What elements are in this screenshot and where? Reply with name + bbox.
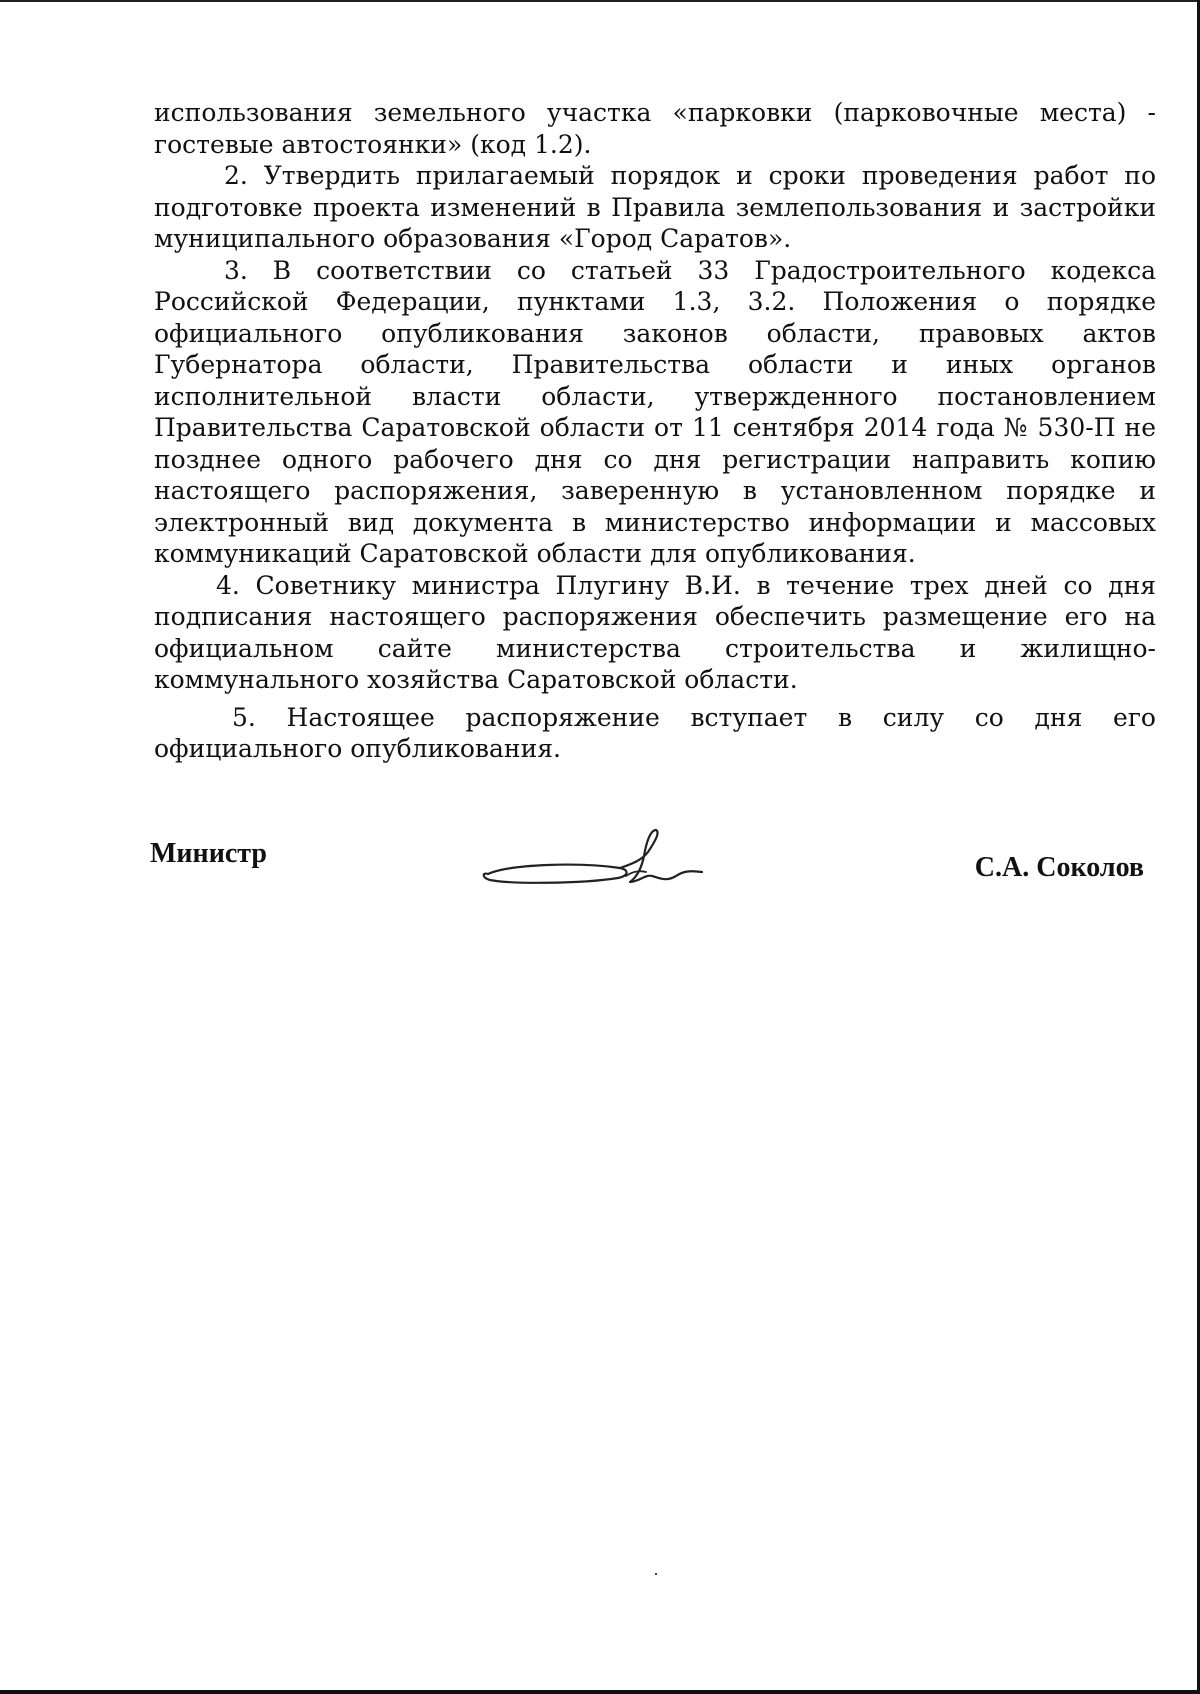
- signatory-title: Министр: [150, 838, 267, 869]
- scan-edge-top: [0, 0, 1200, 2]
- paragraph-continuation: использования земельного участка «парковки (парковочные места) - гостевые автостоянки» (код 1.2).: [154, 98, 1156, 159]
- document-body: [154, 97, 1156, 765]
- paragraph-item-5: 5. Настоящее распоряжение вступает в силу со дня его официального опубликования.: [154, 702, 1156, 763]
- signature-block: [150, 838, 1150, 918]
- handwritten-signature: [470, 826, 710, 906]
- scan-speck: [655, 1573, 657, 1575]
- paragraph-item-3: 3. В соответствии со статьей 33 Градостроительного кодекса Российской Федерации, пунктами 1.3, 3.2. Положения о порядке официального опубликования законов области, правовых актов Губернатора области, Правительства области и иных органов исполнительной власти области, утвержденного постановлением Правительства Саратовской области от 11 сентября 2014 года № 530-П не позднее одного рабочего дня со дня регистрации направить копию настоящего распоряжения, заверенную в установленном порядке и электронный вид документа в министерство информации и массовых коммуникаций Саратовской области для опубликования.: [154, 255, 1156, 568]
- signatory-name: С.А. Соколов: [974, 852, 1144, 883]
- scan-edge-bottom: [0, 1690, 1200, 1694]
- paragraph-item-2: 2. Утвердить прилагаемый порядок и сроки проведения работ по подготовке проекта изменений в Правила землепользования и застройки муниципального образования «Город Саратов».: [154, 161, 1156, 253]
- paragraph-item-4: 4. Советнику министра Плугину В.И. в течение трех дней со дня подписания настоящего распоряжения обеспечить размещение его на официальном сайте министерства строительства и жилищно-коммунального хозяйства Саратовской области.: [154, 570, 1156, 694]
